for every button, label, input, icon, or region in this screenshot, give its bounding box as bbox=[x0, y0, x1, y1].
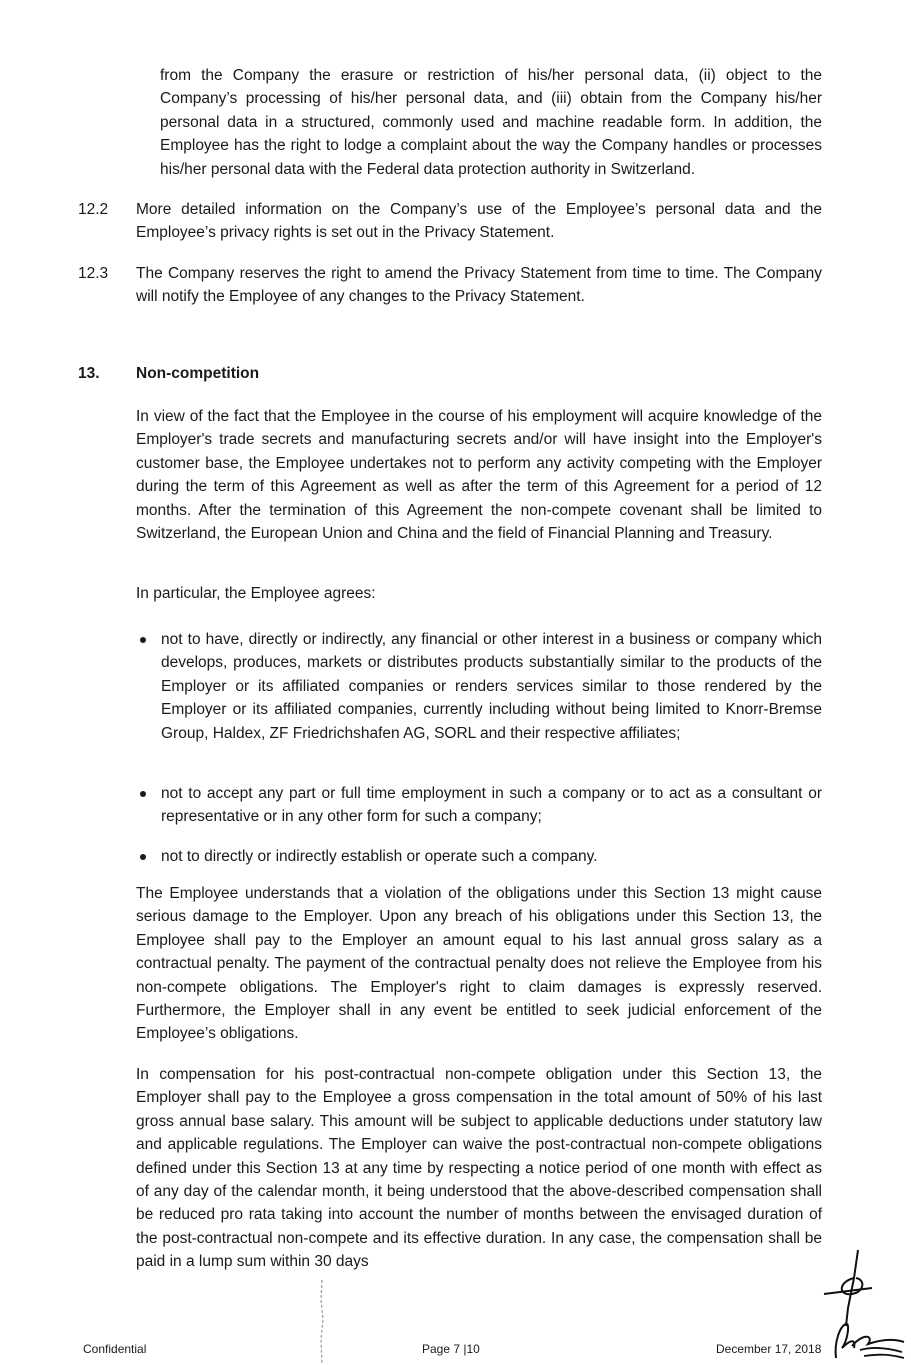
signature-icon bbox=[830, 1318, 908, 1364]
bullet-icon bbox=[140, 637, 146, 643]
list-item bbox=[136, 628, 822, 745]
section-number: 13. bbox=[78, 365, 100, 382]
list-item-text: not to accept any part or full time employment in such a company or to act as a consultant or representative or in any other form for such a company; bbox=[161, 785, 822, 826]
list-item bbox=[136, 845, 822, 868]
section-title: Non-competition bbox=[136, 365, 260, 382]
list-item-text: not to have, directly or indirectly, any financial or other interest in a business or company which develops, produces, markets or distributes products substantially similar to the products of the Employer or its affiliated companies or renders services similar to those rendered by the Employer or its affiliated companies, currently including without being limited to Knorr-Bremse Group, Haldex, ZF Friedrichshafen AG, SORL and their respective affiliates; bbox=[161, 631, 822, 742]
intro-paragraph: from the Company the erasure or restriction of his/her personal data, (ii) object to the Company’s processing of his/her personal data, and (iii) obtain from the Company his/her personal data in a structured, commonly used and machine readable form. In addition, the Employee has the right to lodge a complaint about the way the Company handles or processes his/her personal data with the Federal data protection authority in Switzerland. bbox=[160, 67, 822, 178]
section-paragraph-3: In compensation for his post-contractual non-compete obligation under this Section 13, the Employer shall pay to the Employee a gross compensation in the total amount of 50% of his last gross annual base salary. This amount will be subject to applicable deductions under statutory law and applicable regulations. The Employer can waive the post-contractual non-compete obligations defined under this Section 13 at any time by respecting a notice period of one month with effect as of any day of the calendar month, it being understood that the above-described compensation shall be reduced pro rata taking into account the number of months between the envisaged duration of the post-contractual non-compete and its effective duration. In any case, the compensation shall be paid in a lump sum within 30 days bbox=[136, 1066, 822, 1271]
clause-12-3 bbox=[78, 262, 822, 309]
list-item-text: not to directly or indirectly establish or operate such a company. bbox=[161, 848, 598, 865]
section-paragraph-1: In view of the fact that the Employee in the course of his employment will acquire knowledge of the Employer's trade secrets and manufacturing secrets and/or will have insight into the Employer's customer base, the Employee undertakes not to perform any activity competing with the Employer during the term of this Agreement as well as after the term of this Agreement for a period of 12 months. After the termination of this Agreement the non-compete covenant shall be limited to Switzerland, the European Union and China and the field of Financial Planning and Treasury. bbox=[136, 408, 822, 543]
clause-number: 12.2 bbox=[78, 201, 109, 218]
bullet-icon bbox=[140, 854, 146, 860]
bullet-icon bbox=[140, 791, 146, 797]
footer-date: December 17, 2018 bbox=[716, 1342, 822, 1356]
section-paragraph-2: The Employee understands that a violation of the obligations under this Section 13 might cause serious damage to the Employer. Upon any breach of his obligations under this Section 13, the Employee shall pay to the Employer an amount equal to his last annual gross salary as a contractual penalty. The payment of the contractual penalty does not relieve the Employee from his non-compete obligations. The Employer's right to claim damages is expressly reserved. Furthermore, the Employer shall in any event be entitled to seek judicial enforcement of the Employee’s obligations. bbox=[136, 885, 822, 1043]
footer-page-number: Page 7 |10 bbox=[422, 1342, 480, 1356]
clause-number: 12.3 bbox=[78, 265, 109, 282]
clause-text: The Company reserves the right to amend the Privacy Statement from time to time. The Company will notify the Employee of any changes to the Privacy Statement. bbox=[136, 265, 822, 306]
footer-confidential: Confidential bbox=[83, 1342, 147, 1356]
clause-12-2 bbox=[78, 198, 822, 245]
initials-signature-icon bbox=[818, 1248, 878, 1328]
scan-artifact-icon bbox=[318, 1280, 326, 1365]
clause-text: More detailed information on the Company’s use of the Employee’s personal data and the Employee’s privacy rights is set out in the Privacy Statement. bbox=[136, 201, 822, 242]
list-intro: In particular, the Employee agrees: bbox=[136, 585, 376, 602]
list-item bbox=[136, 782, 822, 829]
